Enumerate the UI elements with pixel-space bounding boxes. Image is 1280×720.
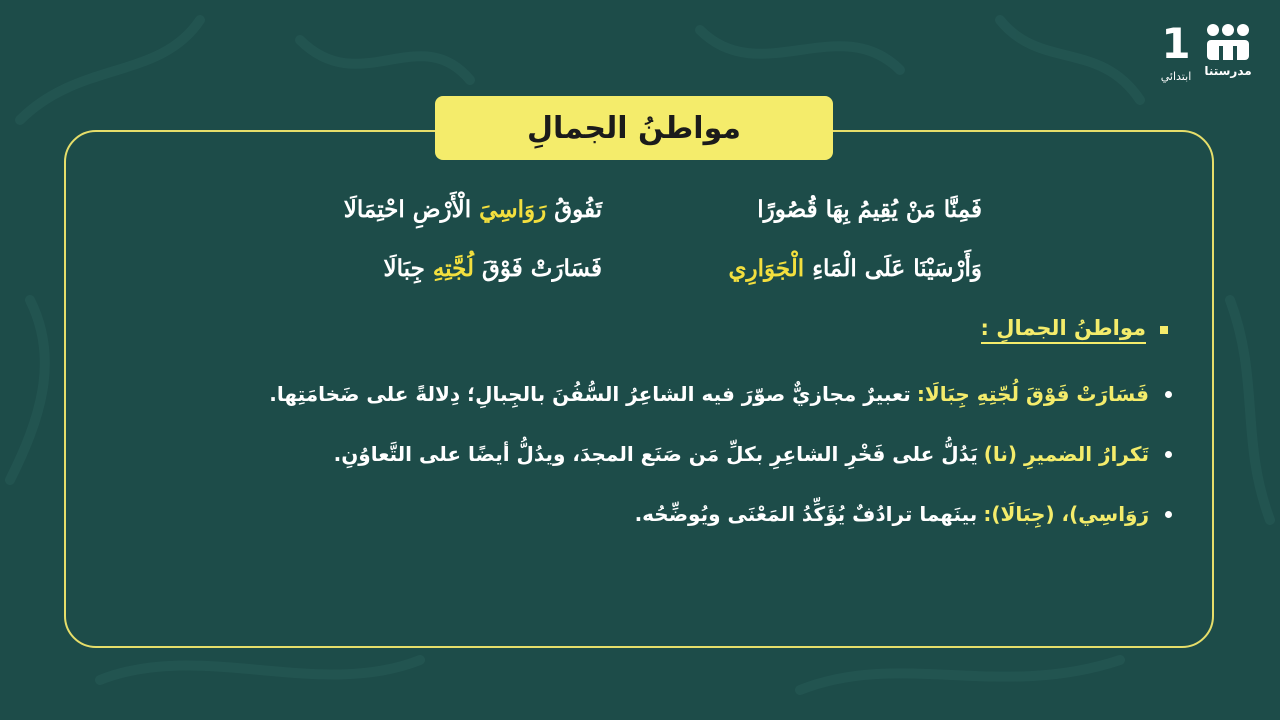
poem-line1-left-hemistich — [344, 196, 602, 223]
poem-text: وَأَرْسَيْنَا عَلَى الْمَاءِ — [804, 255, 982, 282]
list-item — [162, 484, 1172, 544]
poem-text: الْأَرْضِ احْتِمَالَا — [343, 196, 480, 223]
bullet-text: بينَهما ترادُفٌ يُؤَكِّدُ المَعْنَى ويُوضِّحُه. — [634, 502, 978, 526]
title-box — [435, 96, 833, 160]
grade-number: 1 — [1161, 19, 1191, 68]
section-title: مواطنُ الجمالِ : — [981, 316, 1146, 344]
poem-text: فَمِنَّا مَنْ يُقِيمُ بِهَا قُصُورًا — [757, 196, 982, 223]
poem-highlight: لُجَّتِهِ — [432, 255, 474, 282]
list-item — [162, 364, 1172, 424]
bullet-text: يَدُلُّ على فَخْرِ الشاعِرِ بكلِّ مَن صَنَع المجدَ، ويدُلُّ أيضًا على التَّعاوُنِ. — [333, 442, 978, 466]
bullet-list — [162, 364, 1172, 544]
brand-mark — [1200, 22, 1256, 78]
grade-badge — [1158, 19, 1194, 83]
poem-line2-right-hemistich — [729, 255, 982, 282]
page-title: مواطنُ الجمالِ — [527, 110, 741, 146]
list-item — [162, 424, 1172, 484]
poem-highlight: رَوَاسِيَ — [479, 196, 547, 223]
brand-name: مدرستنا — [1204, 64, 1252, 78]
poem-highlight: الْجَوَارِي — [728, 255, 805, 282]
bullet-lead: فَسَارَتْ فَوْقَ لُجّتِهِ جِبَالَا: — [916, 382, 1149, 406]
bullet-dot-icon — [1165, 391, 1172, 398]
poem-text: فَسَارَتْ فَوْقَ — [473, 255, 602, 282]
poem-text: تَفُوقُ — [546, 196, 602, 223]
bullet-dot-icon — [1165, 511, 1172, 518]
square-bullet-icon — [1160, 326, 1168, 334]
poem-line1-right-hemistich — [757, 196, 982, 223]
bullet-text: تعبيرٌ مجازيٌّ صوّرَ فيه الشاعِرُ السُّفُنَ بالجِبالِ؛ دِلالةً على ضَخامَتِها. — [269, 382, 911, 406]
grade-stage: ابتدائي — [1160, 70, 1192, 83]
poem-line2-left-hemistich — [384, 255, 602, 282]
brand-logo — [1158, 19, 1258, 88]
poem-text: جِبَالَا — [383, 255, 433, 282]
bullet-lead: رَوَاسِي)، (جِبَالَا): — [983, 502, 1149, 526]
bullet-lead: تَكرارُ الضميرِ (نا) — [983, 442, 1149, 466]
bullet-dot-icon — [1165, 451, 1172, 458]
school-logo-icon — [1205, 22, 1251, 62]
section-heading — [981, 316, 1168, 344]
